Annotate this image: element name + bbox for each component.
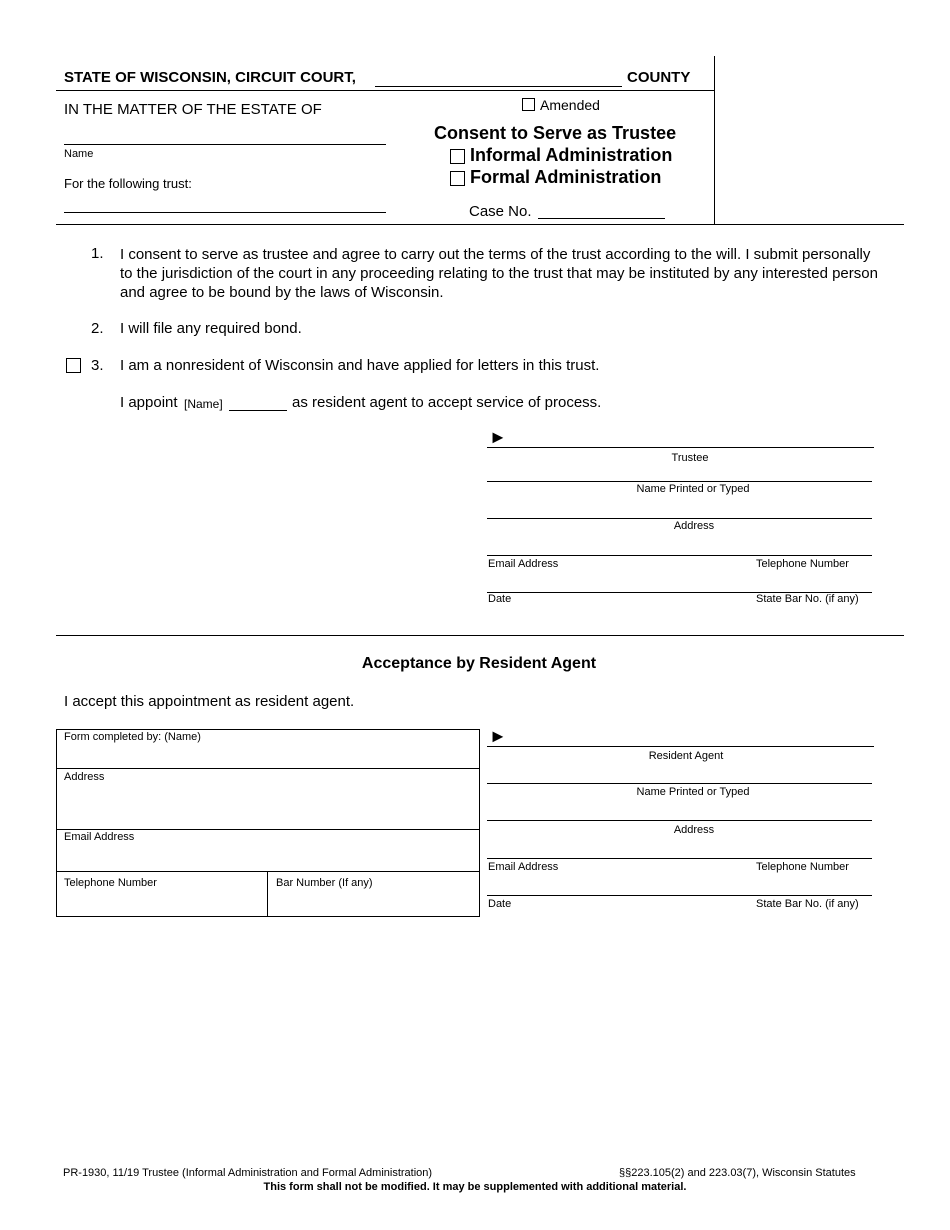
trustee-name-label: Name Printed or Typed [636, 483, 750, 495]
informal-admin-checkbox[interactable] [450, 149, 465, 164]
appoint-name-placeholder: [Name] [184, 397, 223, 411]
appoint-suffix: as resident agent to accept service of process. [292, 394, 602, 411]
trust-name-field[interactable] [64, 196, 386, 213]
informal-admin-label: Informal Administration [470, 145, 673, 165]
trustee-email-label: Email Address [488, 558, 559, 570]
section-divider [56, 635, 904, 636]
trustee-contact-line[interactable] [487, 555, 872, 556]
agent-name-label: Name Printed or Typed [636, 786, 750, 798]
trustee-state-bar-label: State Bar No. (if any) [756, 593, 859, 605]
completed-address-label: Address [64, 771, 105, 783]
item-3-text: I am a nonresident of Wisconsin and have applied for letters in this trust. [120, 357, 600, 374]
completed-telephone-label: Telephone Number [64, 877, 157, 889]
item-2-number: 2. [91, 320, 104, 337]
caption-bottom-rule [56, 224, 904, 225]
amended-label: Amended [540, 97, 600, 113]
item-2-text: I will file any required bond. [120, 320, 302, 337]
agent-address-label: Address [673, 824, 715, 836]
county-label: COUNTY [627, 69, 691, 86]
signature-arrow-icon: ► [489, 726, 507, 746]
header-divider [56, 90, 714, 91]
agent-date-label: Date [488, 898, 512, 910]
resident-agent-name-field[interactable] [229, 395, 287, 411]
court-label: STATE OF WISCONSIN, CIRCUIT COURT, [64, 69, 356, 86]
formal-admin-label: Formal Administration [470, 167, 662, 187]
statute-reference: §§223.105(2) and 223.03(7), Wisconsin Statutes [619, 1167, 856, 1179]
agent-telephone-label: Telephone Number [756, 861, 849, 873]
trust-label: For the following trust: [64, 176, 192, 191]
matter-label: IN THE MATTER OF THE ESTATE OF [64, 101, 322, 118]
agent-state-bar-label: State Bar No. (if any) [756, 898, 859, 910]
item-1-number: 1. [91, 245, 104, 262]
completed-box-col-divider [267, 871, 268, 917]
completed-by-label: Form completed by: (Name) [64, 731, 201, 743]
trustee-address-label: Address [673, 520, 715, 532]
trustee-telephone-label: Telephone Number [756, 558, 849, 570]
trustee-role-label: Trustee [671, 452, 709, 464]
nonresident-checkbox[interactable] [66, 358, 81, 373]
completed-box-row-divider [56, 829, 480, 830]
header-divider-vertical [714, 56, 715, 224]
name-label: Name [64, 148, 94, 160]
signature-arrow-icon: ► [489, 427, 507, 447]
agent-email-label: Email Address [488, 861, 559, 873]
completed-box-row-divider [56, 768, 480, 769]
formal-admin-checkbox[interactable] [450, 171, 465, 186]
completed-email-label: Email Address [64, 831, 135, 843]
modification-notice: This form shall not be modified. It may be supplemented with additional material. [263, 1181, 687, 1193]
item-1-text: I consent to serve as trustee and agree to carry out the terms of the trust according to the will. I submit personally to the jurisdiction of the court in any proceeding relating to the trust that may be instituted by any interested person and agree to be bound by the laws of Wisconsin. [120, 246, 878, 301]
trustee-signature-line[interactable] [487, 447, 874, 448]
case-no-field[interactable] [538, 203, 665, 219]
trustee-address-line[interactable] [487, 518, 872, 519]
item-3-number: 3. [91, 357, 104, 374]
county-field[interactable] [375, 70, 622, 87]
appoint-prefix: I appoint [120, 394, 178, 411]
form-id: PR-1930, 11/19 Trustee (Informal Administration and Formal Administration) [63, 1167, 433, 1179]
agent-contact-line[interactable] [487, 858, 872, 859]
agent-date-line[interactable] [487, 895, 872, 896]
agent-address-line[interactable] [487, 820, 872, 821]
trustee-name-line[interactable] [487, 481, 872, 482]
agent-signature-line[interactable] [487, 746, 874, 747]
case-no-label: Case No. [469, 203, 532, 220]
estate-name-field[interactable] [64, 128, 386, 145]
agent-role-label: Resident Agent [648, 750, 724, 762]
trustee-date-label: Date [488, 593, 512, 605]
form-title: Consent to Serve as Trustee [434, 123, 677, 143]
acceptance-statement: I accept this appointment as resident agent. [64, 693, 355, 710]
acceptance-heading: Acceptance by Resident Agent [361, 655, 597, 672]
completed-bar-number-label: Bar Number (If any) [276, 877, 373, 889]
completed-box-row-divider [56, 871, 480, 872]
amended-checkbox[interactable] [522, 98, 535, 111]
agent-name-line[interactable] [487, 783, 872, 784]
